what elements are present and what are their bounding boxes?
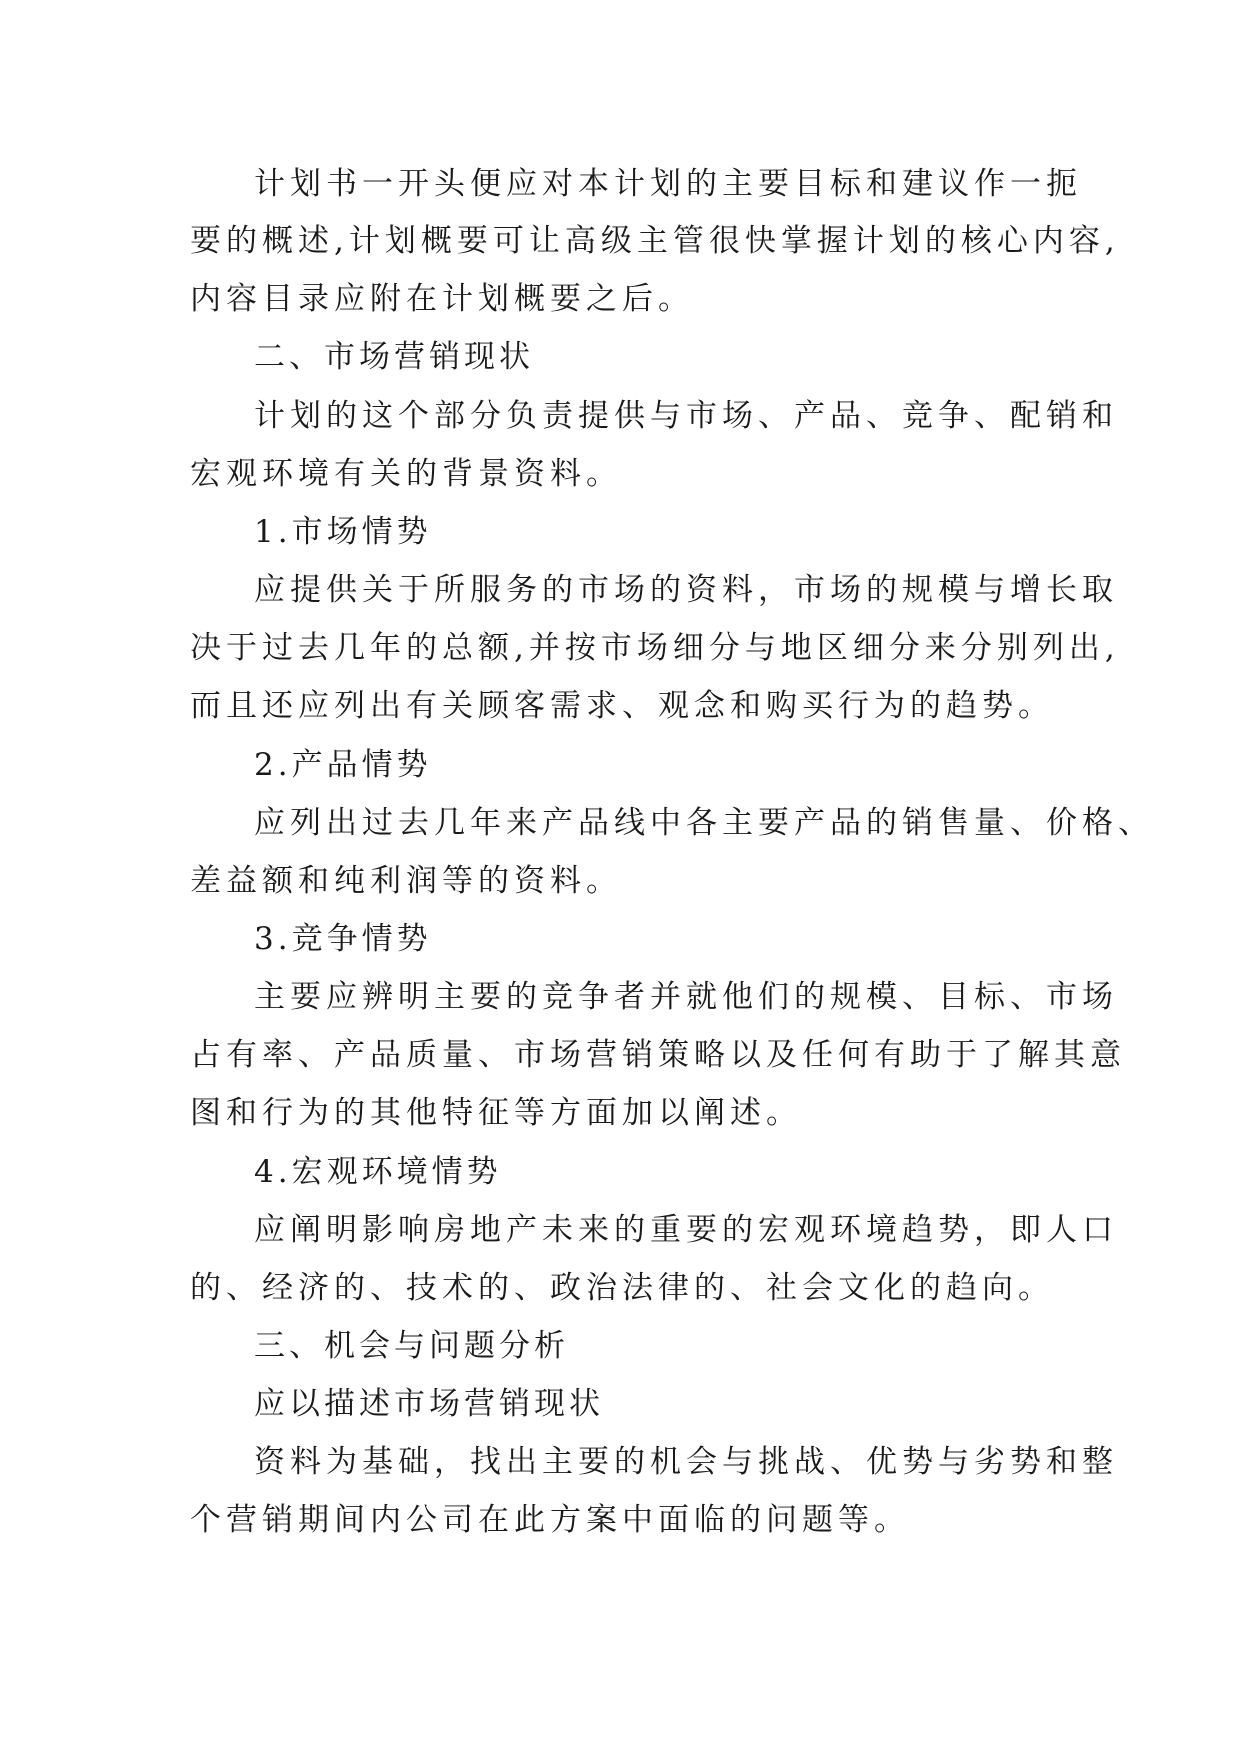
subheading-competition-situation: 3.竞争情势 — [254, 921, 432, 957]
paragraph-market-situation-line-2: 决于过去几年的总额,并按市场细分与地区细分来分别列出, — [190, 630, 1120, 666]
paragraph-macro-environment-line-1: 应阐明影响房地产未来的重要的宏观环境趋势，即人口 — [254, 1212, 1118, 1248]
paragraph-opportunity-analysis-line-3: 个营销期间内公司在此方案中面临的问题等。 — [190, 1502, 910, 1538]
paragraph-opportunity-analysis-line-1: 应以描述市场营销现状 — [254, 1386, 604, 1422]
paragraph-opportunity-analysis-line-2: 资料为基础，找出主要的机会与挑战、优势与劣势和整 — [254, 1444, 1118, 1480]
section-heading-marketing-status: 二、市场营销现状 — [254, 339, 534, 375]
paragraph-marketing-status-line-2: 宏观环境有关的背景资料。 — [190, 456, 622, 492]
paragraph-product-situation-line-2: 差益额和纯利润等的资料。 — [190, 863, 622, 899]
subheading-product-situation: 2.产品情势 — [254, 747, 432, 783]
paragraph-summary-line-3: 内容目录应附在计划概要之后。 — [190, 281, 694, 317]
paragraph-product-situation-line-1: 应列出过去几年来产品线中各主要产品的销售量、价格、 — [254, 805, 1154, 841]
paragraph-marketing-status-line-1: 计划的这个部分负责提供与市场、产品、竞争、配销和 — [254, 398, 1118, 434]
paragraph-summary-line-2: 要的概述,计划概要可让高级主管很快掌握计划的核心内容, — [190, 223, 1120, 259]
paragraph-market-situation-line-3: 而且还应列出有关顾客需求、观念和购买行为的趋势。 — [190, 688, 1054, 724]
paragraph-summary-line-1: 计划书一开头便应对本计划的主要目标和建议作一扼 — [254, 166, 1082, 202]
paragraph-market-situation-line-1: 应提供关于所服务的市场的资料，市场的规模与增长取 — [254, 572, 1118, 608]
section-heading-opportunity-analysis: 三、机会与问题分析 — [254, 1328, 569, 1364]
subheading-macro-environment: 4.宏观环境情势 — [254, 1154, 502, 1190]
paragraph-competition-line-1: 主要应辨明主要的竞争者并就他们的规模、目标、市场 — [254, 979, 1118, 1015]
paragraph-competition-line-2: 占有率、产品质量、市场营销策略以及任何有助于了解其意 — [190, 1037, 1126, 1073]
paragraph-competition-line-3: 图和行为的其他特征等方面加以阐述。 — [190, 1095, 802, 1131]
paragraph-macro-environment-line-2: 的、经济的、技术的、政治法律的、社会文化的趋向。 — [190, 1270, 1054, 1306]
subheading-market-situation: 1.市场情势 — [254, 514, 432, 550]
